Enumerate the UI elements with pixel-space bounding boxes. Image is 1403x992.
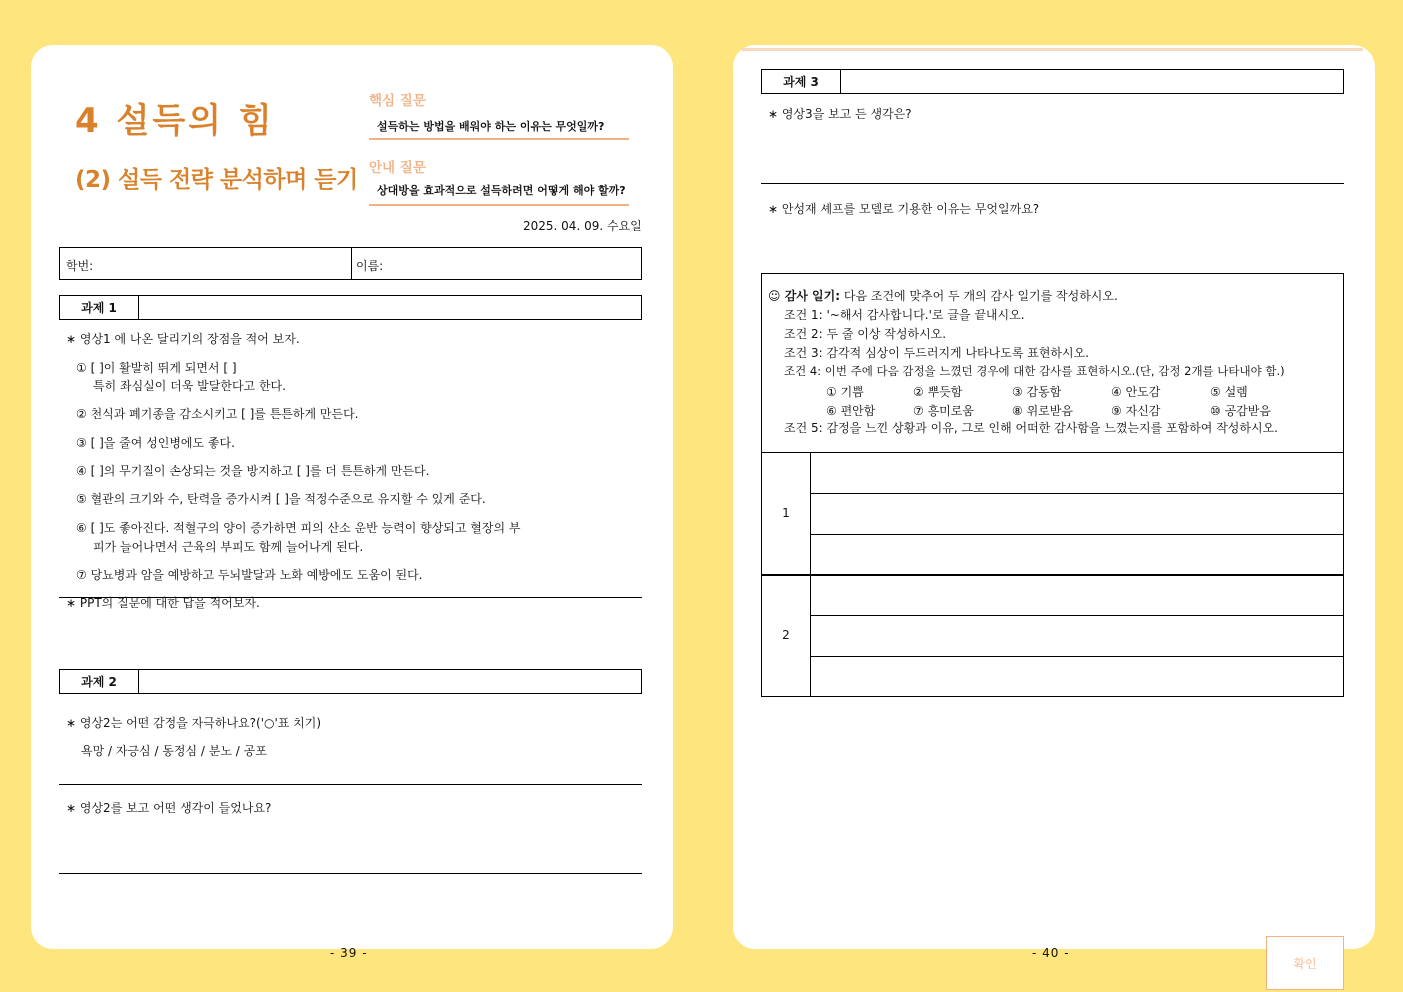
task1-item-1: ① [ ]이 활발히 뛰게 되면서 [ ] <box>76 361 237 375</box>
task2-header <box>59 669 642 694</box>
name-label: 이름: <box>356 259 384 273</box>
task1-item-3: ③ [ ]을 줄여 성인병에도 좋다. <box>76 436 235 450</box>
right-page <box>733 45 1375 949</box>
task1-item-7: ⑦ 당뇨병과 암을 예방하고 두뇌발달과 노화 예방에도 도움이 된다. <box>76 568 423 582</box>
task1-header <box>59 295 642 320</box>
condition-1: 조건 1: '~해서 감사합니다.'로 글을 끝내시오. <box>784 308 1025 322</box>
emotion-option: ③ 감동함 <box>1012 385 1062 399</box>
core-question-underline <box>369 138 629 140</box>
condition-2: 조건 2: 두 줄 이상 작성하시오. <box>784 327 947 341</box>
emotion-options: 욕망 / 자긍심 / 동정심 / 분노 / 공포 <box>81 744 267 758</box>
page-number-left: - 39 - <box>330 946 368 960</box>
page-number-right: - 40 - <box>1032 946 1070 960</box>
task1-item-6-cont: 피가 늘어나면서 근육의 부피도 함께 늘어나게 된다. <box>93 540 364 554</box>
task1-item-5: ⑤ 혈관의 크기와 수, 탄력을 증가시켜 [ ]을 적정수준으로 유지할 수 있게 준다. <box>76 492 486 506</box>
task1-item-6: ⑥ [ ]도 좋아진다. 적혈구의 양이 증가하면 피의 산소 운반 능력이 향상되고 혈장의 부 <box>76 521 521 535</box>
diary-1-line-3[interactable] <box>811 535 1343 574</box>
task1-item-4: ④ [ ]의 무기질이 손상되는 것을 방지하고 [ ]를 더 튼튼하게 만든다. <box>76 464 430 478</box>
emotion-option: ⑦ 흥미로움 <box>913 404 974 418</box>
top-accent-line <box>741 48 1363 51</box>
condition-4: 조건 4: 이번 주에 다음 감정을 느꼈던 경우에 대한 감사를 표현하시오.(단, 감정 2개를 나타내야 함.) <box>784 364 1285 378</box>
emotion-option: ④ 안도감 <box>1111 385 1161 399</box>
task3-header <box>761 69 1344 94</box>
task1-prompt: ∗ 영상1 에 나온 달리기의 장점을 적어 보자. <box>66 332 300 346</box>
task3-label: 과제 3 <box>762 70 841 93</box>
emotion-option: ⑨ 자신감 <box>1111 404 1161 418</box>
core-question-label: 핵심 질문 <box>369 93 426 109</box>
diary-2-line-3[interactable] <box>811 657 1343 696</box>
task1-item-1-cont: 특히 좌심실이 더욱 발달한다고 한다. <box>93 379 286 393</box>
task1-item-2: ② 천식과 폐기종을 감소시키고 [ ]를 튼튼하게 만든다. <box>76 407 359 421</box>
divider <box>59 784 642 785</box>
lesson-subtitle: (2) 설득 전략 분석하며 듣기 <box>75 167 358 193</box>
guide-question-label: 안내 질문 <box>369 160 426 176</box>
answer-line <box>761 183 1344 184</box>
diary-row-2-label: 2 <box>782 628 790 642</box>
emotion-option: ⑩ 공감받음 <box>1210 404 1271 418</box>
core-question: 설득하는 방법을 배워야 하는 이유는 무엇일까? <box>377 120 605 133</box>
task3-prompt-1: ∗ 영상3을 보고 든 생각은? <box>768 107 912 121</box>
diary-row-1-label: 1 <box>782 506 790 520</box>
diary-2-line-1[interactable] <box>811 576 1343 615</box>
emotion-option: ⑧ 위로받음 <box>1012 404 1073 418</box>
condition-3: 조건 3: 감각적 심상이 두드러지게 나타나도록 표현하시오. <box>784 346 1089 360</box>
task1-label: 과제 1 <box>60 296 139 319</box>
lesson-title: 4 설득의 힘 <box>75 101 275 141</box>
answer-line <box>59 873 642 874</box>
lesson-date: 2025. 04. 09. 수요일 <box>523 219 642 233</box>
student-id-label: 학번: <box>66 259 94 273</box>
confirm-button[interactable]: 확인 <box>1266 936 1344 990</box>
gratitude-title: ☺ 감사 일기: 다음 조건에 맞추어 두 개의 감사 일기를 작성하시오. <box>768 289 1118 303</box>
diary-2-line-2[interactable] <box>811 616 1343 656</box>
task2-label: 과제 2 <box>60 670 139 693</box>
task2-prompt-2: ∗ 영상2를 보고 어떤 생각이 들었나요? <box>66 801 272 815</box>
emotion-option: ① 기쁨 <box>826 385 864 399</box>
gratitude-diary-box <box>761 273 1344 697</box>
student-info-box <box>59 247 642 280</box>
emotion-option: ⑤ 설렘 <box>1210 385 1248 399</box>
emotion-option: ⑥ 편안함 <box>826 404 876 418</box>
diary-1-line-2[interactable] <box>811 494 1343 534</box>
guide-question: 상대방을 효과적으로 설득하려면 어떻게 해야 할까? <box>377 184 626 197</box>
ppt-prompt: ∗ PPT의 질문에 대한 답을 적어보자. <box>66 596 260 610</box>
task2-prompt-1: ∗ 영상2는 어떤 감정을 자극하나요?('○'표 치기) <box>66 716 322 730</box>
diary-1-line-1[interactable] <box>811 453 1343 493</box>
condition-5: 조건 5: 감정을 느낀 상황과 이유, 그로 인해 어떠한 감사함을 느꼈는지를 포함하여 작성하시오. <box>784 421 1278 435</box>
left-page <box>31 45 673 949</box>
task3-prompt-2: ∗ 안성재 셰프를 모델로 기용한 이유는 무엇일까요? <box>768 202 1040 216</box>
emotion-option: ② 뿌듯함 <box>913 385 963 399</box>
guide-question-underline <box>369 204 629 206</box>
